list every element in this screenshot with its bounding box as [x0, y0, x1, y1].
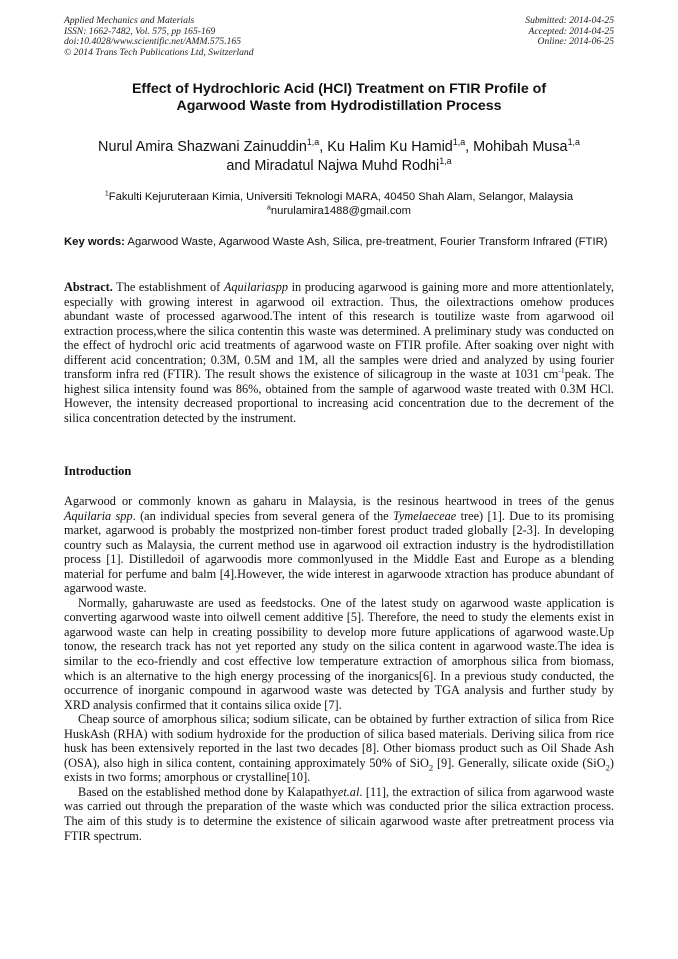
- keywords-text: Agarwood Waste, Agarwood Waste Ash, Silica, pre-treatment, Fourier Transform Infrared (FTIR): [124, 236, 608, 248]
- paragraph-text: . [11], the extraction of silica from agarwood waste was carried out through the preparation of the waste which was conducted prior the silica extraction process. The aim of this study is to determine the existence of silicain agarwood waste after pretreatment process via FTIR spectrum.: [64, 784, 614, 843]
- paragraph-text: Cheap source of amorphous silica; sodium silicate, can be obtained by further extraction of silica from Rice HuskAsh (RHA) with sodium hydroxide for the production of silica based materials. Deriving silica from rice husk has been extensively reported in the last two decades [8]. Other biomass product such as Oil Shade Ash (OSA), also high in silica content, containing approximately 50% of SiO: [64, 712, 614, 770]
- paragraph-text: Agarwood or commonly known as gaharu in Malaysia, is the resinous heartwood in trees of the genus: [64, 494, 614, 508]
- paragraph-text: . (an individual species from several genera of the: [132, 508, 393, 523]
- author-email: nurulamira1488@gmail.com: [270, 205, 411, 217]
- author-3-affil: 1,a: [567, 137, 580, 148]
- introduction-body: [64, 494, 614, 843]
- abstract-text: peak. The highest silica intensity found was 86%, obtained from the sample of agarwood waste treated with 0.3M HCl. However, the intensity decreased proportional to increasing acid concentration due to the decrement of the silica concentration detected by the instrument.: [64, 367, 614, 425]
- introduction-heading: Introduction: [64, 464, 132, 478]
- intro-paragraph-1: [64, 494, 614, 596]
- italic-genus: Aquilaria spp: [64, 508, 133, 523]
- author-2-affil: 1,a: [452, 137, 466, 148]
- author-4: Miradatul Najwa Muhd Rodhi: [254, 158, 440, 174]
- author-list: [40, 138, 638, 176]
- dates-info: [525, 16, 614, 48]
- accepted-date: Accepted: 2014-04-25: [528, 25, 614, 37]
- affiliation-text: Fakulti Kejuruteraan Kimia, Universiti Teknologi MARA, 40450 Shah Alam, Selangor, Malaysia: [108, 191, 574, 203]
- abstract-text: The establishment of: [112, 280, 224, 294]
- author-3: Mohibah Musa: [473, 139, 568, 155]
- author-separator: ,: [319, 139, 328, 155]
- paper-title: [64, 81, 614, 115]
- paragraph-text: tree) [1]. Due to its promising market, agarwood is probably the mostprized non-timber forest product traded globally [2-3]. In developing country such as Malaysia, the current method use in agarwood oil extraction industry is the hydrodistillation process [1]. Distilledoil of agarwoodis more commonlyused in the Middle East and Europe as a blending material for perfume and balm [4].However, the wide interest in agarwoode xtraction has produce abundant of agarwood waste.: [64, 508, 614, 596]
- subscript: 2: [428, 762, 434, 773]
- abstract-text: in producing agarwood is gaining more and more attentionlately, especially with growing interest in agarwood oil extraction. Thus, the oilextractions omehow produces abundant waste of processed agarwood.The intent of this research is toutilize waste from agarwood oil extraction process,where the silica contentin this waste was determined. A preliminary study was conducted on the effect of hydrochl oric acid treatments of agarwood waste on FTIR profile. After soaking over night with different acid concentration; 0.3M, 0.5M and 1M, all the samples were dried and analyzed by using fourier transform infra red (FTIR). The result shows the existence of silicagroup in the waste at 1031 cm: [64, 280, 614, 382]
- paragraph-text: [9]. Generally, silicate oxide (SiO: [433, 755, 606, 770]
- doi-line: doi:10.4028/www.scientific.net/AMM.575.165: [64, 36, 242, 48]
- email-marker: a: [267, 204, 271, 212]
- affiliation-number: 1: [104, 190, 109, 198]
- online-date: Online: 2014-06-25: [537, 36, 614, 48]
- intro-paragraph-3: [64, 712, 614, 785]
- author-and: and: [226, 158, 255, 174]
- journal-info: [64, 16, 254, 58]
- abstract-label: Abstract.: [64, 280, 113, 294]
- affiliation: [40, 190, 638, 204]
- authors-line-1: [40, 138, 638, 157]
- submitted-date: Submitted: 2014-04-25: [525, 15, 614, 26]
- intro-paragraph-2: Normally, gaharuwaste are used as feedstocks. One of the latest study on agarwood waste application is converting agarwood waste into oilwell cement additive [5]. Therefore, the need to study the elements exist in agarwood waste can help in creating possibility to develop more future applications of agarwood waste.Up tonow, the research track has not yet reported any study on the silica content in agarwood waste.The idea is similar to the eco-friendly and cost effective low temperature extraction of amorphous silica from biomass, which is an alternative to the high energy processing of the inorganics[6]. In a previous study conducted, the occurrence of inorganic compound in agarwood waste was detected by TGA analysis and further study by XRD analysis confirmed that it contains silica oxide [7].: [64, 595, 614, 712]
- issn-line: ISSN: 1662-7482, Vol. 575, pp 165-169: [64, 25, 216, 37]
- author-1-affil: 1,a: [306, 137, 320, 148]
- copyright-line: © 2014 Trans Tech Publications Ltd, Switzerland: [64, 46, 254, 58]
- keywords-block: [64, 235, 614, 249]
- journal-name: Applied Mechanics and Materials: [64, 15, 195, 26]
- paragraph-text: Based on the established method done by Kalapathy: [78, 784, 338, 799]
- author-1: Nurul Amira Shazwani Zainuddin: [98, 139, 307, 155]
- author-separator: ,: [465, 139, 474, 155]
- abstract-unit-exponent: -1: [558, 366, 565, 376]
- intro-paragraph-4: [64, 785, 614, 843]
- affiliation-block: [40, 190, 638, 218]
- author-2: Ku Halim Ku Hamid: [327, 139, 453, 155]
- subscript: 2: [605, 762, 610, 773]
- authors-line-2: [40, 157, 638, 176]
- abstract-species: Aquilariaspp: [223, 280, 289, 294]
- title-line-2: Agarwood Waste from Hydrodistillation Process: [176, 98, 502, 114]
- paragraph-text: ) exists in two forms; amorphous or crystalline[10].: [64, 755, 614, 785]
- italic-etal: et.al: [337, 784, 360, 799]
- email-line: [40, 204, 638, 218]
- italic-family: Tymelaeceae: [392, 508, 457, 523]
- abstract-block: [64, 280, 614, 425]
- keywords-label: Key words:: [64, 236, 125, 248]
- title-line-1: Effect of Hydrochloric Acid (HCl) Treatment on FTIR Profile of: [131, 81, 547, 97]
- author-4-affil: 1,a: [439, 156, 452, 167]
